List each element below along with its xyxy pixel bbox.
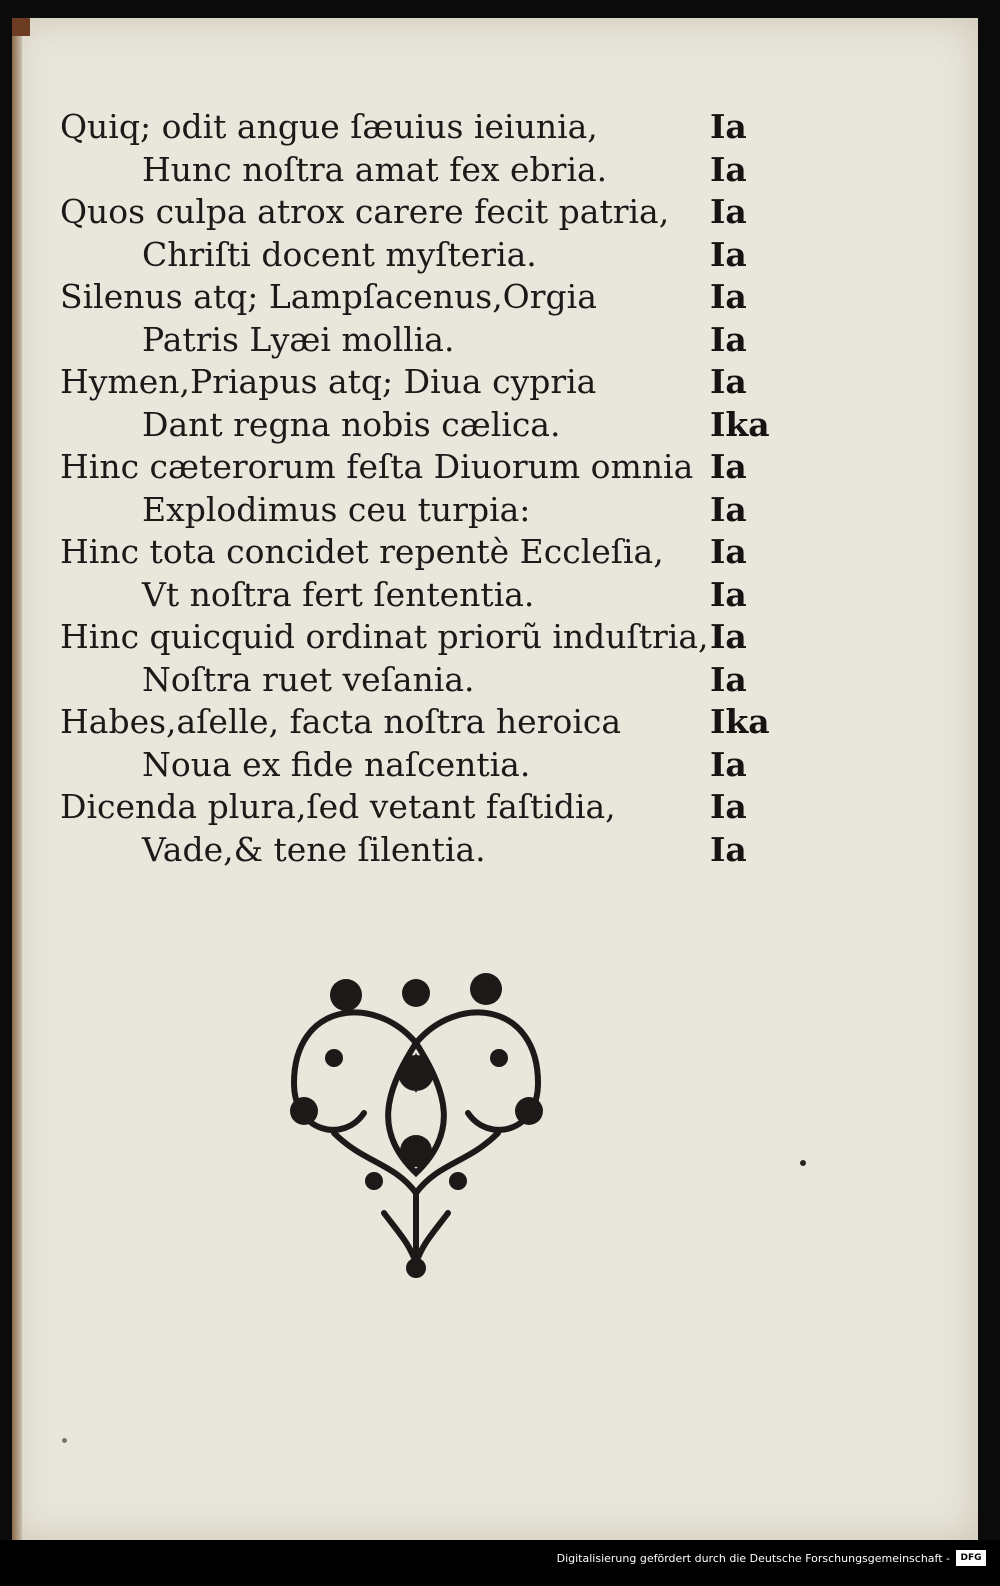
verse-line [60, 701, 780, 744]
page-spine [12, 18, 22, 1540]
ink-speck [800, 1160, 806, 1166]
meter-label: Ia [710, 532, 747, 571]
meter-label: Ia [710, 277, 747, 316]
meter-label: Ia [710, 447, 747, 486]
verse-line [60, 191, 780, 234]
verse-line [60, 276, 780, 319]
verse-text: Hinc cæterorum feſta Diuorum omnia [60, 447, 694, 486]
verse-text: Quos culpa atrox carere fecit patria, [60, 192, 670, 231]
footer-credit: Digitalisierung gefördert durch die Deutsche Forschungsgemeinschaft - [556, 1552, 950, 1565]
verse-text: Explodimus ceu turpia: [142, 489, 531, 529]
ink-speck [62, 1438, 67, 1443]
meter-label: Ia [710, 787, 747, 826]
verse-line [60, 489, 780, 532]
verse-line [60, 446, 780, 489]
meter-label: Ia [710, 319, 747, 359]
verse-line [60, 659, 780, 702]
verse-text: Hunc noſtra amat fex ebria. [142, 149, 608, 189]
verse-line [60, 404, 780, 447]
verse-line [60, 361, 780, 404]
footer-bar [0, 1540, 1000, 1586]
meter-label: Ia [710, 107, 747, 146]
floral-heart-ornament-icon [274, 963, 559, 1283]
verse-line [60, 829, 780, 872]
ornament-svg [274, 963, 559, 1283]
verse-text: Vt noſtra fert ſententia. [142, 574, 535, 614]
meter-label: Ia [710, 659, 747, 699]
verse-text: Quiq; odit angue ſæuius ieiunia, [60, 107, 598, 146]
meter-label: Ia [710, 574, 747, 614]
verse-text: Chriſti docent myſteria. [142, 234, 537, 274]
verse-text: Hinc quicquid ordinat priorũ induſtria, [60, 617, 709, 656]
verse-text: Silenus atq; Lampſacenus,Orgia [60, 277, 597, 316]
meter-label: Ika [710, 702, 770, 741]
verse-line [60, 319, 780, 362]
meter-label: Ia [710, 192, 747, 231]
meter-label: Ia [710, 362, 747, 401]
meter-label: Ia [710, 489, 747, 529]
verse-line [60, 149, 780, 192]
meter-label: Ika [710, 404, 770, 444]
verse-text: Hinc tota concidet repentè Eccleſia, [60, 532, 664, 571]
meter-label: Ia [710, 829, 747, 869]
meter-label: Ia [710, 617, 747, 656]
verse-line [60, 234, 780, 277]
verse-line [60, 744, 780, 787]
corner-tab [12, 18, 30, 36]
meter-label: Ia [710, 234, 747, 274]
verse-text: Noua ex fide naſcentia. [142, 744, 531, 784]
verse-text: Noſtra ruet veſania. [142, 659, 475, 699]
verse-line [60, 574, 780, 617]
meter-label: Ia [710, 149, 747, 189]
verse-text: Hymen,Priapus atq; Diua cypria [60, 362, 597, 401]
verse-text: Vade,& tene ſilentia. [142, 829, 486, 869]
verse-text: Dicenda plura,ſed vetant faſtidia, [60, 787, 616, 826]
meter-label: Ia [710, 744, 747, 784]
verse-line [60, 786, 780, 829]
verse-text: Dant regna nobis cælica. [142, 404, 561, 444]
verse-text: Patris Lyæi mollia. [142, 319, 455, 359]
verse-line [60, 106, 780, 149]
dfg-logo: DFG [956, 1550, 986, 1566]
verse-block [60, 106, 780, 871]
verse-line [60, 616, 780, 659]
book-page [12, 18, 978, 1540]
verse-line [60, 531, 780, 574]
verse-text: Habes,aſelle, facta noſtra heroica [60, 702, 622, 741]
